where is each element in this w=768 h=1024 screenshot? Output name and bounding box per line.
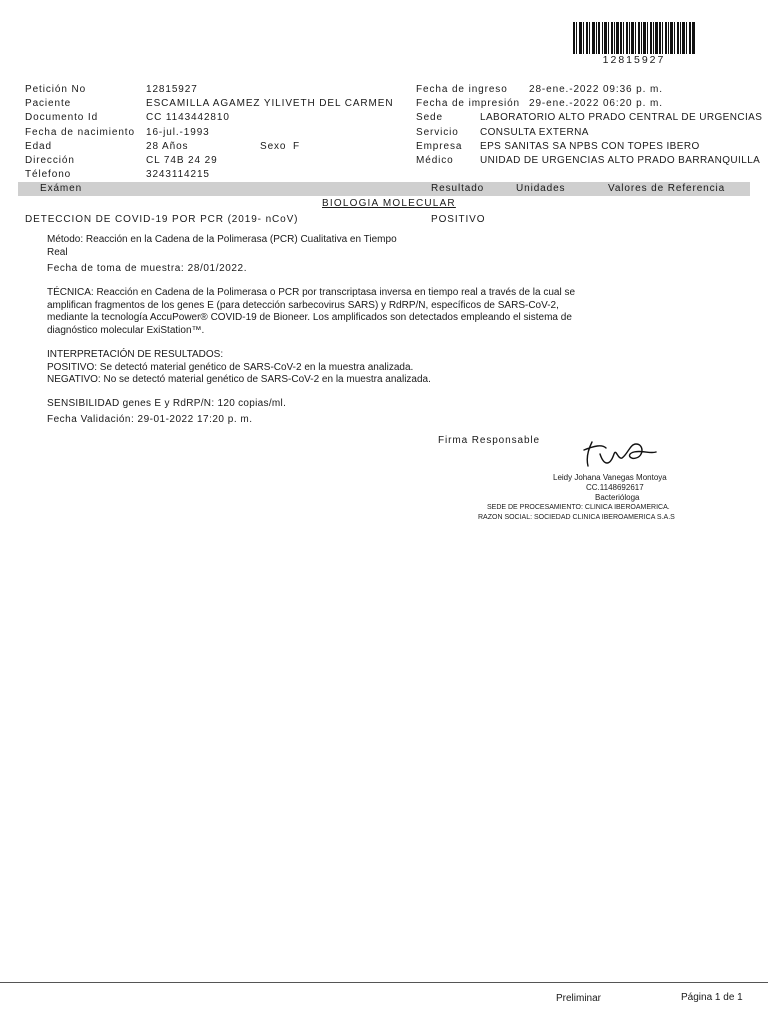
- sexo-value: F: [293, 141, 301, 152]
- test-method: Método: Reacción en la Cadena de la Polimerasa (PCR) Cualitativa en Tiempo Real: [47, 234, 397, 258]
- paciente-value: ESCAMILLA AGAMEZ YILIVETH DEL CARMEN: [146, 98, 394, 109]
- header-valores: Valores de Referencia: [608, 183, 726, 194]
- direccion-value: CL 74B 24 29: [146, 155, 218, 166]
- ingreso-value: 28-ene.-2022 09:36 p. m.: [529, 84, 663, 95]
- barcode-image: [573, 22, 695, 54]
- telefono-value: 3243114215: [146, 169, 210, 180]
- servicio-label: Servicio: [416, 127, 459, 138]
- edad-value: 28 Años: [146, 141, 189, 152]
- test-sample-date: Fecha de toma de muestra: 28/01/2022.: [47, 263, 248, 274]
- empresa-label: Empresa: [416, 141, 463, 152]
- peticion-label: Petición No: [25, 84, 87, 95]
- peticion-value: 12815927: [146, 84, 198, 95]
- test-name: DETECCION DE COVID-19 POR PCR (2019- nCoV): [25, 214, 299, 225]
- signer-cc: CC.1148692617: [586, 483, 644, 492]
- test-validation-date: Fecha Validación: 29-01-2022 17:20 p. m.: [47, 414, 253, 425]
- documento-value: CC 1143442810: [146, 112, 230, 123]
- direccion-label: Dirección: [25, 155, 75, 166]
- nacimiento-label: Fecha de nacimiento: [25, 127, 135, 138]
- test-sensitivity: SENSIBILIDAD genes E y RdRP/N: 120 copias/ml.: [47, 398, 287, 409]
- nacimiento-value: 16-jul.-1993: [146, 127, 210, 138]
- section-title: BIOLOGIA MOLECULAR: [322, 198, 456, 209]
- edad-label: Edad: [25, 141, 52, 152]
- results-table-header: [18, 182, 750, 196]
- test-technique: TÉCNICA: Reacción en Cadena de la Polimerasa o PCR por transcriptasa inversa en tiempo real a través de la cual se amplifican fragmentos de los genes E (para detección sarbecovirus SARS) y RdRP/N, específicos de SARS-CoV-2, mediante la tecnología AccuPower® COVID-19 de Bioneer. Los amplificados son detectados empleando el sistema de diagnóstico molecular ExiStation™.: [47, 287, 576, 336]
- signer-name: Leidy Johana Vanegas Montoya: [553, 473, 667, 482]
- barcode-number: 12815927: [602, 54, 666, 66]
- documento-label: Documento Id: [25, 112, 99, 123]
- razon-social: RAZON SOCIAL: SOCIEDAD CLINICA IBEROAMERICA S.A.S: [478, 514, 675, 521]
- signature-image: [580, 436, 662, 472]
- sexo-label: Sexo: [260, 141, 287, 152]
- signer-title: Bacterióloga: [595, 493, 640, 502]
- footer-divider: [0, 982, 768, 983]
- sede-value: LABORATORIO ALTO PRADO CENTRAL DE URGENCIAS: [480, 112, 763, 123]
- ingreso-label: Fecha de ingreso: [416, 84, 508, 95]
- telefono-label: Télefono: [25, 169, 72, 180]
- impresion-value: 29-ene.-2022 06:20 p. m.: [529, 98, 663, 109]
- medico-value: UNIDAD DE URGENCIAS ALTO PRADO BARRANQUILLA: [480, 155, 761, 166]
- header-resultado: Resultado: [431, 183, 485, 194]
- processing-site: SEDE DE PROCESAMIENTO: CLINICA IBEROAMERICA.: [487, 504, 670, 511]
- header-examen: Exámen: [40, 183, 83, 194]
- firma-label: Firma Responsable: [438, 435, 541, 446]
- empresa-value: EPS SANITAS SA NPBS CON TOPES IBERO: [480, 141, 700, 152]
- sede-label: Sede: [416, 112, 443, 123]
- medico-label: Médico: [416, 155, 454, 166]
- paciente-label: Paciente: [25, 98, 72, 109]
- footer-status: Preliminar: [556, 993, 602, 1004]
- footer-page: Página 1 de 1: [681, 992, 743, 1003]
- impresion-label: Fecha de impresión: [416, 98, 521, 109]
- test-result: POSITIVO: [431, 214, 486, 225]
- header-unidades: Unidades: [516, 183, 566, 194]
- servicio-value: CONSULTA EXTERNA: [480, 127, 589, 138]
- test-interpretation: INTERPRETACIÓN DE RESULTADOS: POSITIVO: Se detectó material genético de SARS-CoV-2 en la muestra analizada. NEGATIVO: No se detectó material genético de SARS-CoV-2 en la muestra analizada.: [47, 349, 431, 385]
